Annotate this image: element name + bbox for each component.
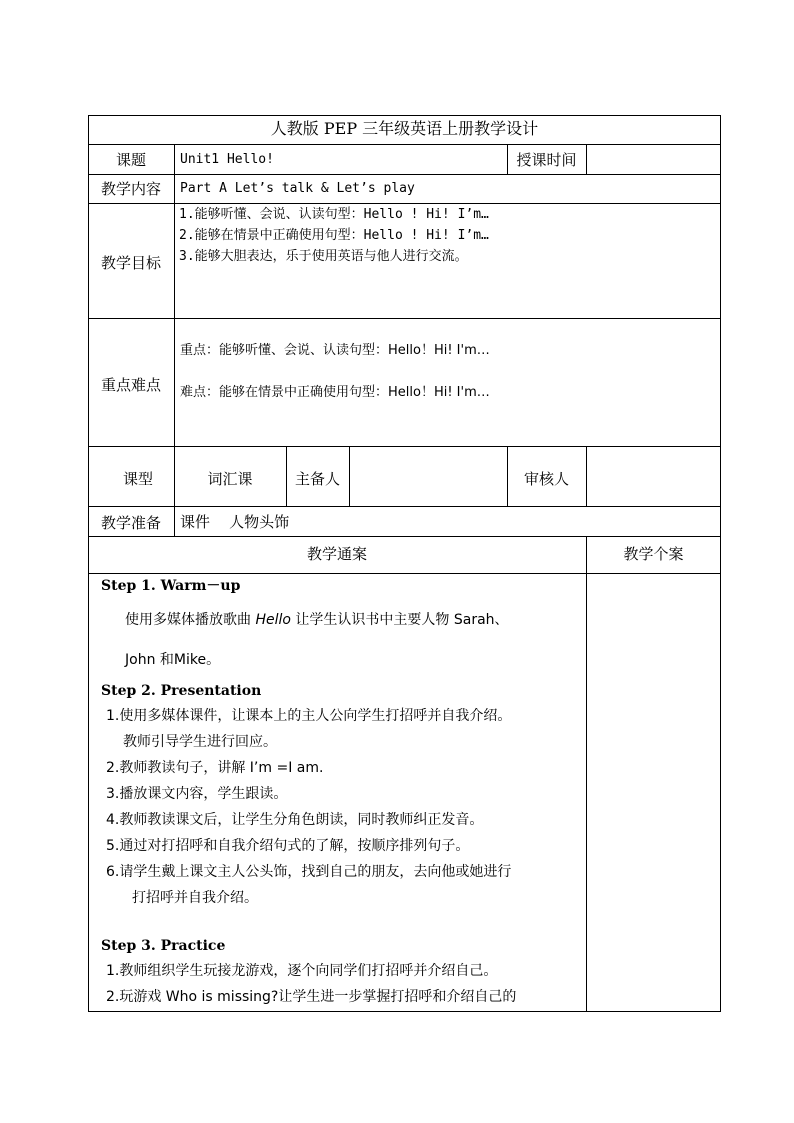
step2-heading: Step 2. Presentation [101, 683, 262, 699]
list-item: 教师引导学生进行回应。 [123, 734, 277, 750]
list-item: 2.教师教读句子，讲解 I’m =I am. [106, 760, 324, 776]
label-topic: 课题 [115, 151, 146, 169]
step2-list [106, 703, 511, 911]
document-title: 人教版 PEP 三年级英语上册教学设计 [270, 119, 539, 138]
step3-heading: Step 3. Practice [101, 938, 226, 954]
goal-item: 3.能够大胆表达，乐于使用英语与他人进行交流。 [179, 249, 468, 264]
step1-line2: John 和Mike。 [125, 652, 221, 668]
goal-item: 1.能够听懂、会说、认读句型：Hello ! Hi! I’m… [179, 207, 489, 222]
value-preparation: 课件 人物头饰 [180, 513, 290, 531]
label-reviewer: 审核人 [523, 470, 569, 488]
label-keypoints: 重点难点 [100, 376, 161, 394]
list-item: 5.通过对打招呼和自我介绍句式的了解，按顺序排列句子。 [106, 838, 470, 854]
header-common-plan: 教学通案 [306, 545, 367, 563]
step1-text-before: 使用多媒体播放歌曲 [125, 612, 256, 628]
label-teaching-time: 授课时间 [516, 151, 577, 169]
label-content: 教学内容 [100, 180, 161, 198]
list-item: 1.使用多媒体课件，让课本上的主人公向学生打招呼并自我介绍。 [106, 708, 512, 724]
list-item: 2.玩游戏 Who is missing?让学生进一步掌握打招呼和介绍自己的 [106, 989, 517, 1005]
label-goals: 教学目标 [100, 254, 161, 272]
list-item: 3.播放课文内容，学生跟读。 [106, 786, 288, 802]
label-lesson-type: 课型 [122, 470, 153, 488]
value-topic: Unit1 Hello! [180, 152, 274, 167]
list-item: 打招呼并自我介绍。 [132, 890, 258, 906]
step1-line1 [125, 611, 509, 629]
list-item: 4.教师教读课文后，让学生分角色朗读，同时教师纠正发音。 [106, 812, 484, 828]
header-individual-plan: 教学个案 [623, 545, 684, 563]
goal-item: 2.能够在情景中正确使用句型：Hello ! Hi! I’m… [179, 228, 489, 243]
step3-list [106, 958, 516, 1010]
list-item: 6.请学生戴上课文主人公头饰，找到自己的朋友，去向他或她进行 [106, 864, 512, 880]
list-item: 1.教师组织学生玩接龙游戏，逐个向同学们打招呼并介绍自己。 [106, 963, 498, 979]
keypoint-difficult: 难点：能够在情景中正确使用句型：Hello！Hi! I'm… [180, 385, 490, 400]
value-lesson-type: 词汇课 [207, 470, 253, 488]
label-preparation: 教学准备 [100, 514, 161, 532]
label-preparer: 主备人 [294, 470, 340, 488]
keypoint-key: 重点：能够听懂、会说、认读句型：Hello！Hi! I'm… [180, 343, 490, 358]
step1-text-after: 让学生认识书中主要人物 Sarah、 [290, 612, 509, 628]
song-title: Hello [255, 612, 291, 628]
value-content: Part A Let’s talk & Let’s play [180, 181, 415, 196]
step1-heading: Step 1. Warm－up [101, 578, 241, 594]
